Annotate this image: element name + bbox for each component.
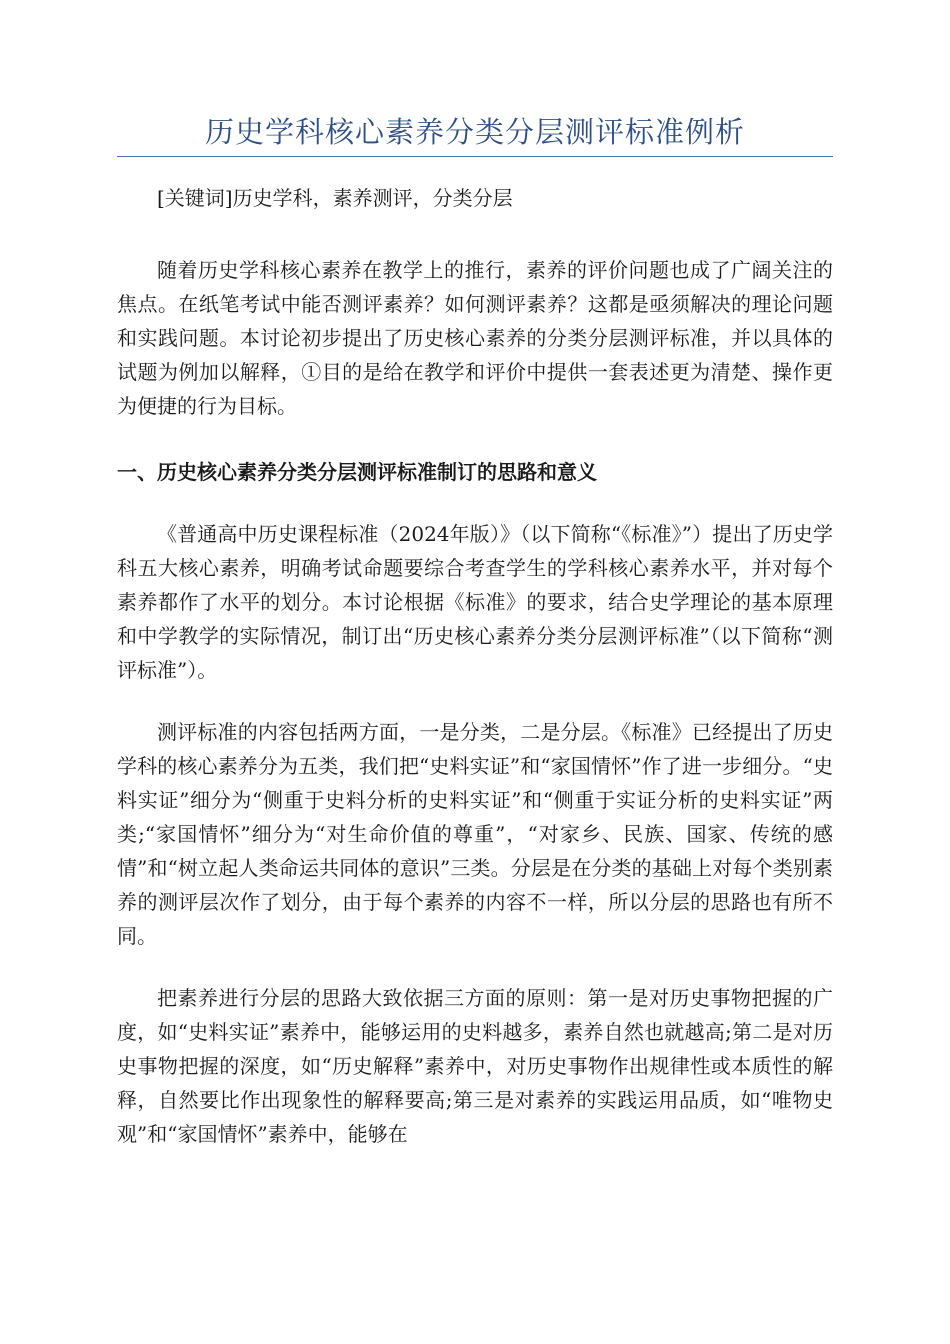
section-paragraph-2: 测评标准的内容包括两方面，一是分类，二是分层。《标准》已经提出了历史学科的核心素养分为五类，我们把“史料实证”和“家国情怀”作了进一步细分。“史料实证”细分为“侧重于史料分析的史料实证”和“侧重于实证分析的史料实证”两类;“家国情怀”细分为“对生命价值的尊重”，“对家乡、民族、国家、传统的感情”和“树立起人类命运共同体的意识”三类。分层是在分类的基础上对每个类别素养的测评层次作了划分，由于每个素养的内容不一样，所以分层的思路也有所不同。	[117, 720, 833, 948]
document-title: 历史学科核心素养分类分层测评标准例析	[204, 115, 745, 149]
keywords-line: [关键词]历史学科，素养测评，分类分层	[157, 186, 513, 210]
intro-paragraph: 随着历史学科核心素养在教学上的推行，素养的评价问题也成了广阔关注的焦点。在纸笔考试中能否测评素养？如何测评素养？这都是亟须解决的理论问题和实践问题。本讨论初步提出了历史核心素养的分类分层测评标准，并以具体的试题为例加以解释，①目的是给在教学和评价中提供一套表述更为清楚、操作更为便捷的行为目标。	[117, 258, 833, 418]
title-underline	[117, 156, 833, 157]
section-paragraph-3: 把素养进行分层的思路大致依据三方面的原则：第一是对历史事物把握的广度，如“史料实证”素养中，能够运用的史料越多，素养自然也就越高;第二是对历史事物把握的深度，如“历史解释”素养中，对历史事物作出规律性或本质性的解释，自然要比作出现象性的解释要高;第三是对素养的实践运用品质，如“唯物史观”和“家国情怀”素养中，能够在	[117, 986, 833, 1146]
document-page	[117, 0, 833, 1151]
section-heading: 一、历史核心素养分类分层测评标准制订的思路和意义	[117, 460, 597, 484]
section-paragraph-1: 《普通高中历史课程标准（2024年版）》（以下简称“《标准》”）提出了历史学科五大核心素养，明确考试命题要综合考查学生的学科核心素养水平，并对每个素养都作了水平的划分。本讨论根据《标准》的要求，结合史学理论的基本原理和中学教学的实际情况，制订出“历史核心素养分类分层测评标准”（以下简称“测评标准”）。	[117, 522, 833, 682]
